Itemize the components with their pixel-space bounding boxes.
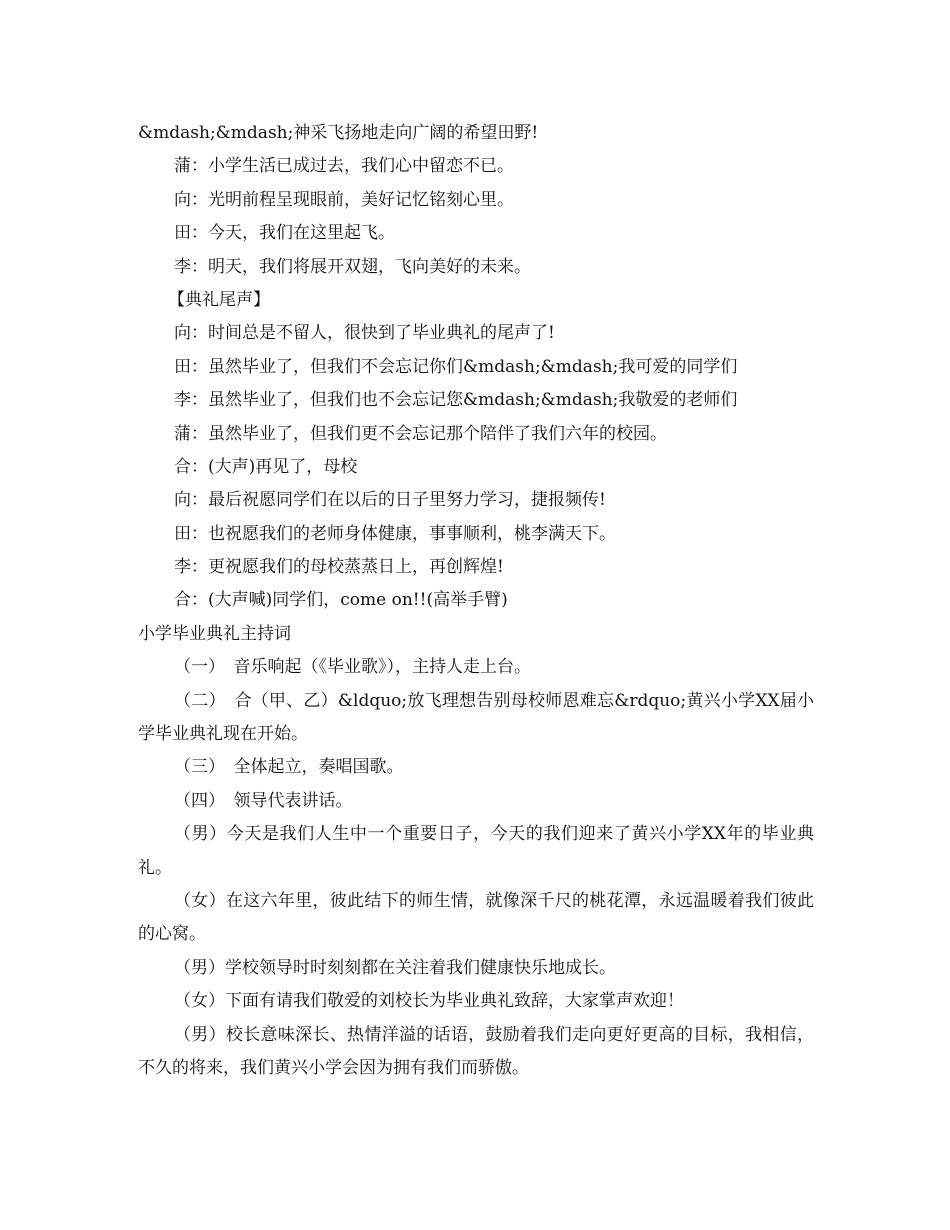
section-heading: 【典礼尾声】 <box>168 289 270 310</box>
paragraph: （男）今天是我们人生中一个重要日子，今天的我们迎来了黄兴小学XX年的毕业典礼。 <box>138 824 814 878</box>
text-line: （女）下面有请我们敬爱的刘校长为毕业典礼致辞，大家掌声欢迎！ <box>174 991 684 1012</box>
text-line: 李：虽然毕业了，但我们也不会忘记您&mdash;&mdash;我敬爱的老师们 <box>174 390 738 411</box>
text-line: &mdash;&mdash;神采飞扬地走向广阔的希望田野! <box>138 123 539 143</box>
text-line: 田：也祝愿我们的老师身体健康，事事顺利，桃李满天下。 <box>174 523 616 544</box>
text-line: 田：虽然毕业了，但我们不会忘记你们&mdash;&mdash;我可爱的同学们 <box>174 356 738 377</box>
text-line: （男）学校领导时时刻刻都在关注着我们健康快乐地成长。 <box>174 957 616 978</box>
text-line: 合：(大声喊)同学们，come on!!(高举手臂) <box>174 590 508 611</box>
text-line: 向：时间总是不留人，很快到了毕业典礼的尾声了! <box>174 323 555 344</box>
text-line: （三） 全体起立，奏唱国歌。 <box>174 757 404 778</box>
text-line: （四） 领导代表讲话。 <box>174 790 353 811</box>
text-line: 田：今天，我们在这里起飞。 <box>174 223 395 244</box>
text-line: 向：最后祝愿同学们在以后的日子里努力学习，捷报频传! <box>174 490 606 511</box>
paragraph: （女）在这六年里，彼此结下的师生情，就像深千尺的桃花潭，永远温暖着我们彼此的心窝。 <box>138 891 814 945</box>
document-page <box>138 117 814 1085</box>
text-line: 李：明天，我们将展开双翅，飞向美好的未来。 <box>174 256 531 277</box>
paragraph: （男）校长意味深长、热情洋溢的话语，鼓励着我们走向更好更高的目标，我相信，不久的将来，我们黄兴小学会因为拥有我们而骄傲。 <box>138 1024 814 1079</box>
text-line: 蒲：虽然毕业了，但我们更不会忘记那个陪伴了我们六年的校园。 <box>174 423 667 444</box>
text-line: （一） 音乐响起（《毕业歌》），主持人走上台。 <box>174 657 531 678</box>
text-line: 蒲：小学生活已成过去，我们心中留恋不已。 <box>174 156 514 177</box>
document-title: 小学毕业典礼主持词 <box>138 623 291 644</box>
text-line: 向：光明前程呈现眼前，美好记忆铭刻心里。 <box>174 189 514 210</box>
text-line: 合：(大声)再见了，母校 <box>174 456 358 477</box>
paragraph: （二） 合（甲、乙）&ldquo;放飞理想告别母校师恩难忘&rdquo;黄兴小学XX届小学毕业典礼现在开始。 <box>138 690 814 745</box>
text-line: 李：更祝愿我们的母校蒸蒸日上，再创辉煌! <box>174 557 504 578</box>
